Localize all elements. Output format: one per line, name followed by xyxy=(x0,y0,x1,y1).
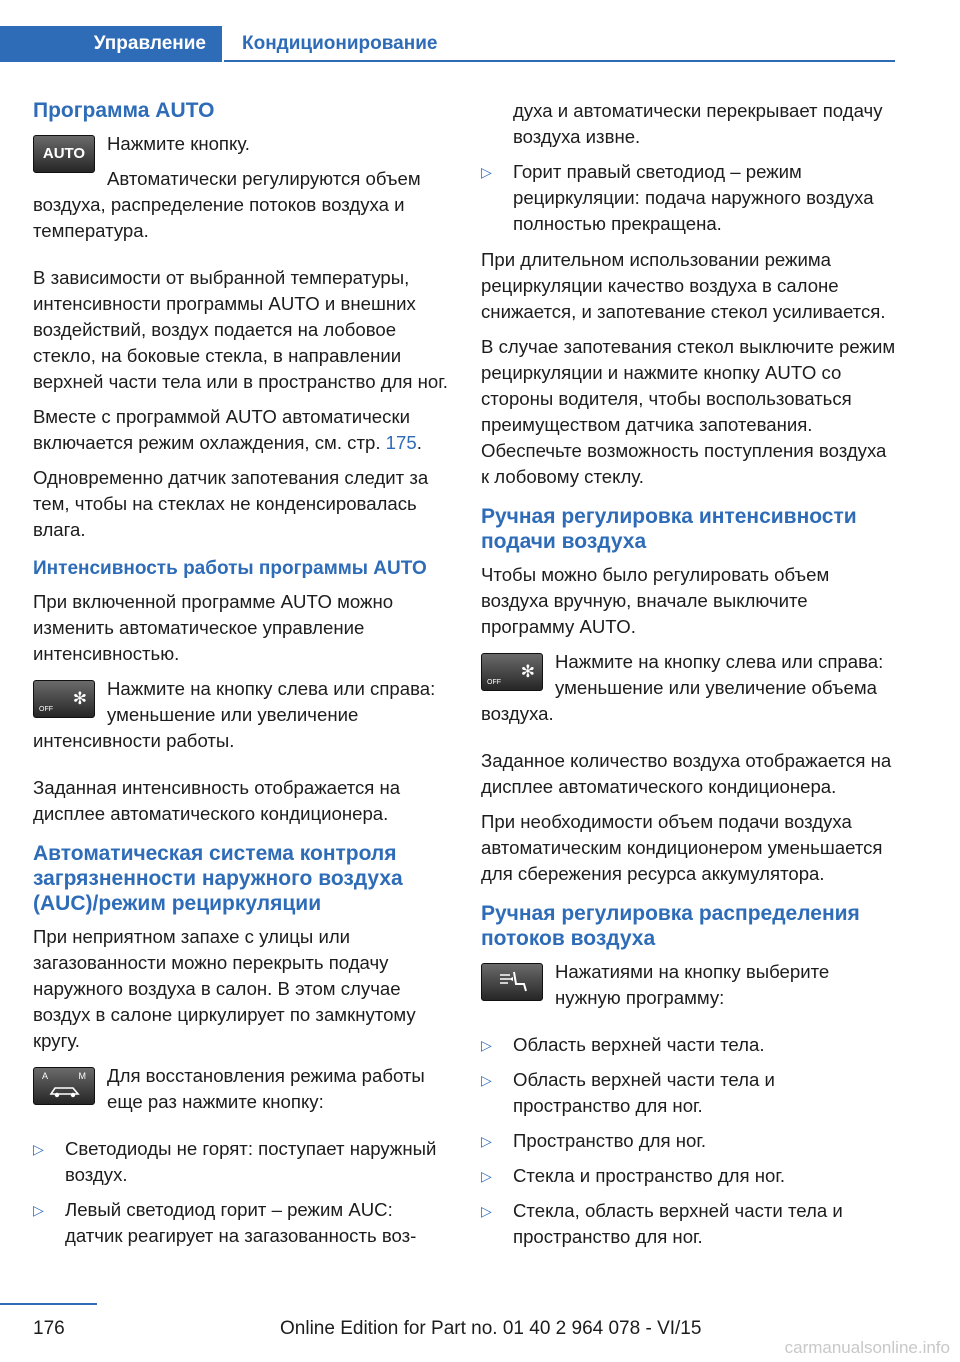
recirc-list xyxy=(481,159,896,237)
distribution-button-text: Нажатиями на кнопку выберите нужную программу: xyxy=(555,961,830,1008)
intensity-button-instruction xyxy=(33,676,448,763)
fan-icon: ✻ xyxy=(520,662,535,681)
auto-description: Автоматически регулируются объем воздуха, распределение потоков воздуха и температура. xyxy=(33,168,421,241)
right-column xyxy=(481,98,896,1260)
off-label: OFF xyxy=(39,706,53,713)
auto-depend-paragraph: В зависимости от выбранной температуры, интенсивности программы AUTO и внешних воздействий, воздух подается на лобовое стекло, на боковые стекла, в направлении верхней части тела или в пространство для ног. xyxy=(33,267,448,392)
page-header xyxy=(0,26,895,62)
list-item xyxy=(481,1067,896,1119)
watermark: carmanualsonline.info xyxy=(784,1338,950,1357)
section-tab[interactable]: Управление xyxy=(0,26,222,62)
auc-paragraph: При неприятном запахе с улицы или загазованности можно перекрыть подачу наружного воздуха в салон. В этом случае воздух в салоне циркулирует по замкнутому кругу. xyxy=(33,926,416,1051)
auc-led-list xyxy=(33,1136,448,1249)
continued-text-content: духа и автоматически перекрывает подачу воздуха извне. xyxy=(513,100,883,147)
list-item xyxy=(481,1163,896,1189)
list-item xyxy=(33,1197,448,1249)
air-distribution-button-icon xyxy=(481,963,543,1001)
triangle-bullet-icon: ▷ xyxy=(481,1037,492,1053)
list-item xyxy=(481,1128,896,1154)
long-use-paragraph: При длительном использовании режима рециркуляции качество воздуха в салоне снижается, и запотевание стекол усиливается. xyxy=(481,249,886,322)
list-item-text: Светодиоды не горят: поступает наружный воздух. xyxy=(65,1138,437,1185)
battery-text: При необходимости объем подачи воздуха автоматическим кондиционером уменьшается для сбережения ресурса аккумулятора. xyxy=(481,811,883,884)
fan-off-button-icon xyxy=(33,680,95,718)
cooling-suffix: . xyxy=(416,432,422,453)
heading-manual-intensity: Ручная регулировка интенсивности подачи воздуха xyxy=(481,505,857,553)
auto-button-instruction xyxy=(33,131,448,253)
edition-text: Online Edition for Part no. 01 40 2 964 078 - VI/15 xyxy=(280,1318,702,1339)
heading-auto-program: Программа AUTO xyxy=(33,99,215,122)
continued-text xyxy=(481,98,896,150)
list-item xyxy=(481,1198,896,1250)
triangle-bullet-icon: ▷ xyxy=(481,1203,492,1219)
list-item-text: Стекла, область верхней части тела и пространство для ног. xyxy=(513,1200,843,1247)
auto-button-icon xyxy=(33,135,95,173)
left-column xyxy=(33,98,448,1259)
distribution-button-instruction xyxy=(481,959,896,1020)
triangle-bullet-icon: ▷ xyxy=(481,164,492,180)
manual-button-instruction xyxy=(481,649,896,736)
intensity-display-text: Заданная интенсивность отображается на дисплее автоматического кондиционера. xyxy=(33,777,401,824)
auc-button-instruction xyxy=(33,1063,448,1124)
intensity-button-text: Нажмите на кнопку слева или справа: уменьшение или увеличение интенсивности работы. xyxy=(33,678,436,751)
page-link-175[interactable]: 175 xyxy=(385,432,417,453)
heading-auc: Автоматическая система контроля загрязненности наружного воздуха (AUC)/режим рециркуляции xyxy=(33,842,403,915)
chapter-tab[interactable]: Кондиционирование xyxy=(242,33,438,54)
fog-sensor-paragraph: Одновременно датчик запотевания следит за тем, чтобы на стеклах не конденсировалась влага. xyxy=(33,467,429,540)
auc-button-text: Для восстановления режима работы еще раз нажмите кнопку: xyxy=(107,1065,425,1112)
list-item-text: Горит правый светодиод – режим рециркуляции: подача наружного воздуха полностью прекращена. xyxy=(513,161,874,234)
list-item-text: Пространство для ног. xyxy=(513,1130,707,1151)
manual-button-text: Нажмите на кнопку слева или справа: уменьшение или увеличение объема воздуха. xyxy=(481,651,884,724)
list-item xyxy=(33,1136,448,1188)
auto-cooling-paragraph xyxy=(33,404,448,456)
page-number: 176 xyxy=(33,1318,65,1339)
auc-a-label: A xyxy=(42,1071,49,1081)
triangle-bullet-icon: ▷ xyxy=(33,1202,44,1218)
fogging-paragraph: В случае запотевания стекол выключите режим рециркуляции и нажмите кнопку AUTO со стороны водителя, чтобы воспользоваться преимуществом датчика запотевания. Обеспечьте возможность поступления воздуха к лобовому стеклу. xyxy=(481,336,896,487)
triangle-bullet-icon: ▷ xyxy=(481,1168,492,1184)
seat-airflow-icon xyxy=(496,969,530,995)
intensity-intro: При включенной программе AUTO можно изменить автоматическое управление интенсивностью. xyxy=(33,591,394,664)
list-item xyxy=(481,159,896,237)
triangle-bullet-icon: ▷ xyxy=(481,1133,492,1149)
auto-press-text: Нажмите кнопку. xyxy=(107,133,250,154)
footer-rule xyxy=(0,1303,97,1305)
triangle-bullet-icon: ▷ xyxy=(481,1072,492,1088)
car-recirculation-icon xyxy=(48,1083,82,1099)
list-item-text: Стекла и пространство для ног. xyxy=(513,1165,786,1186)
cooling-text: Вместе с программой AUTO автоматически включается режим охлаждения, см. стр. xyxy=(33,406,410,453)
fan-off-button-icon xyxy=(481,653,543,691)
header-rule xyxy=(224,60,895,62)
fan-icon: ✻ xyxy=(72,689,87,708)
manual-intro: Чтобы можно было регулировать объем воздуха вручную, вначале выключите программу AUTO. xyxy=(481,564,830,637)
heading-auto-intensity: Интенсивность работы программы AUTO xyxy=(33,558,427,579)
list-item-text: Область верхней части тела и пространство для ног. xyxy=(513,1069,775,1116)
auc-m-label: M xyxy=(78,1071,86,1081)
off-label: OFF xyxy=(487,679,501,686)
heading-air-distribution: Ручная регулировка распределения потоков воздуха xyxy=(481,902,860,950)
air-amount-text: Заданное количество воздуха отображается на дисплее автоматического кондиционера. xyxy=(481,750,892,797)
list-item-text: Левый светодиод горит – режим AUC: датчик реагирует на загазованность воз- xyxy=(65,1199,417,1246)
list-item-text: Область верхней части тела. xyxy=(513,1034,765,1055)
list-item xyxy=(481,1032,896,1058)
auto-button-label: AUTO xyxy=(42,145,86,162)
triangle-bullet-icon: ▷ xyxy=(33,1141,44,1157)
recirculation-button-icon xyxy=(33,1067,95,1105)
distribution-list xyxy=(481,1032,896,1250)
